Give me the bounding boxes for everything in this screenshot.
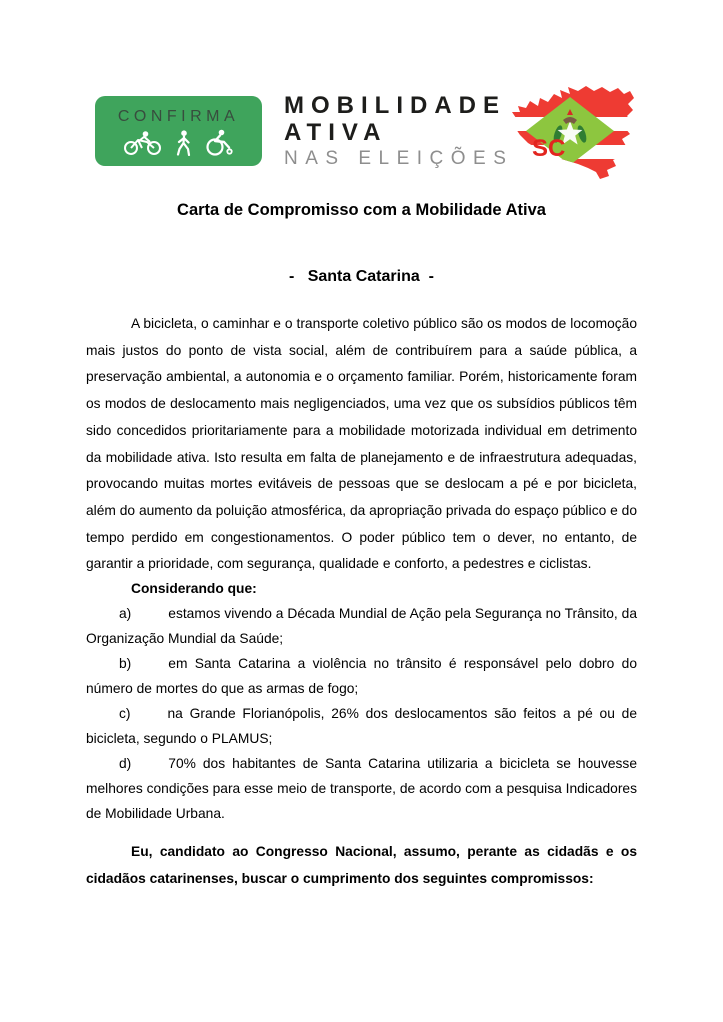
wheelchair-icon	[204, 129, 234, 156]
considering-heading: Considerando que:	[131, 581, 257, 596]
sc-state-logo	[510, 84, 638, 182]
brand-line-mobilidade: MOBILIDADE	[284, 92, 506, 119]
item-label: a)	[119, 606, 132, 621]
sc-label: SC	[532, 135, 566, 162]
brand-line-nas-eleicoes: NAS ELEIÇÕES	[284, 148, 514, 169]
item-label: c)	[119, 706, 131, 721]
cyclist-icon	[123, 130, 163, 156]
considering-item-c	[86, 701, 637, 751]
brand-line-ativa: ATIVA	[284, 119, 388, 146]
item-text: em Santa Catarina a violência no trânsito é responsável pelo dobro do número de mortes do que as armas de fogo;	[86, 656, 637, 696]
item-text: estamos vivendo a Década Mundial de Ação pela Segurança no Trânsito, da Organização Mundial da Saúde;	[86, 606, 637, 646]
item-text: 70% dos habitantes de Santa Catarina utilizaria a bicicleta se houvesse melhores condições para esse meio de transporte, de acordo com a pesquisa Indicadores de Mobilidade Urbana.	[86, 756, 637, 821]
considering-item-d	[86, 751, 637, 826]
item-label: d)	[119, 756, 132, 771]
commitment-paragraph: Eu, candidato ao Congresso Nacional, assumo, perante as cidadãs e os cidadãos catarinenses, buscar o cumprimento dos seguintes compromissos:	[86, 844, 637, 886]
item-text: na Grande Florianópolis, 26% dos deslocamentos são feitos a pé ou de bicicleta, segundo o PLAMUS;	[86, 706, 637, 746]
santa-catarina-map-icon	[510, 84, 638, 182]
confirma-icons	[123, 129, 234, 156]
page-subtitle: - Santa Catarina -	[289, 268, 434, 285]
item-label: b)	[119, 656, 132, 671]
considering-item-b	[86, 651, 637, 701]
pedestrian-icon	[174, 130, 193, 156]
confirma-label: CONFIRMA	[117, 108, 240, 125]
considering-item-a	[86, 601, 637, 651]
page-title: Carta de Compromisso com a Mobilidade Ativa	[177, 201, 546, 219]
intro-paragraph: A bicicleta, o caminhar e o transporte coletivo público são os modos de locomoção mais justos do ponto de vista social, além de contribuírem para a saúde pública, a preservação ambiental, a autonomia e o orçamento familiar. Porém, historicamente foram os modos de deslocamento mais negligenciados, uma vez que os subsídios públicos têm sido concedidos prioritariamente para a mobilidade motorizada individual em detrimento da mobilidade ativa. Isto resulta em falta de planejamento e de infraestrutura adequadas, provocando muitas mortes evitáveis de pessoas que se deslocam a pé e por bicicleta, além do aumento da poluição atmosférica, da apropriação privada do espaço público e do tempo perdido em congestionamentos. O poder público tem o dever, no entanto, de garantir a prioridade, com segurança, qualidade e conforto, a pedestres e ciclistas.	[86, 316, 637, 572]
confirma-logo	[95, 96, 262, 166]
brand-wordmark	[284, 94, 513, 169]
considering-section	[86, 576, 637, 826]
